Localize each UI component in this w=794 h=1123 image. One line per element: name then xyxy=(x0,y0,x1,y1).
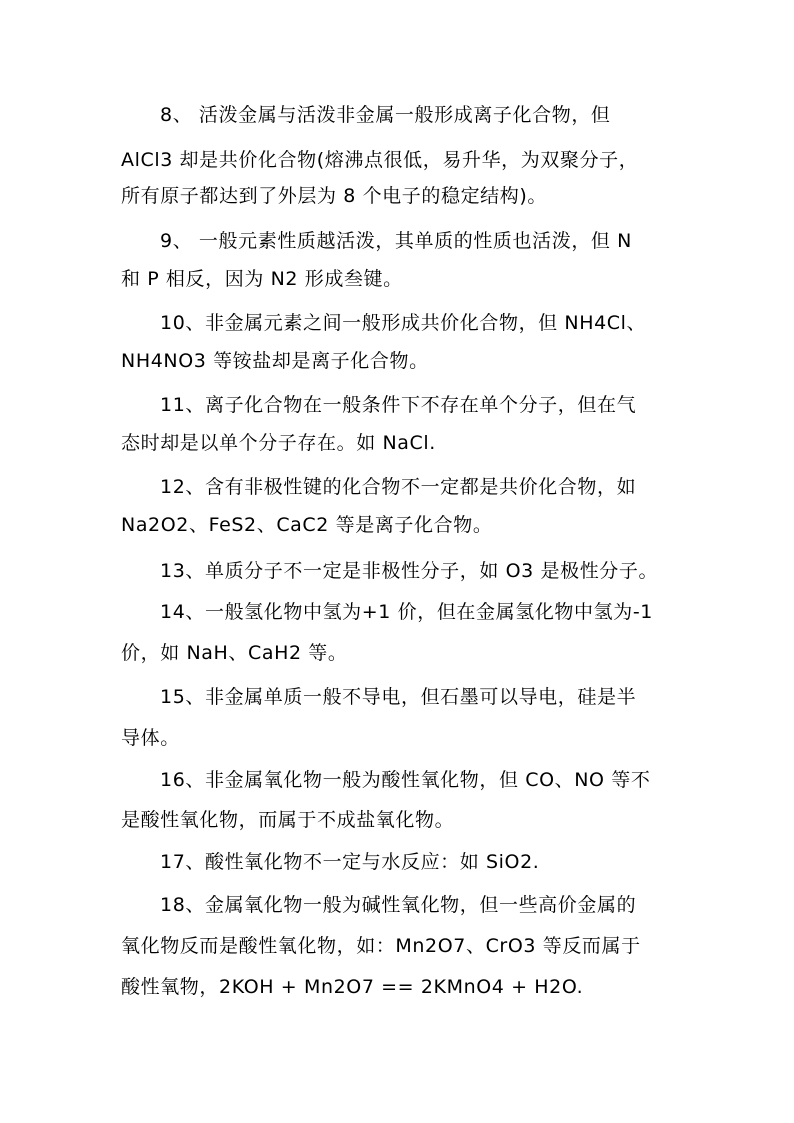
item-13-line-1: 13、单质分子不一定是非极性分子，如 O3 是极性分子。 xyxy=(160,560,659,582)
item-14-line-1: 14、一般氢化物中氢为+1 价，但在金属氢化物中氢为-1 xyxy=(160,601,653,623)
item-12-line-2: Na2O2、FeS2、CaC2 等是离子化合物。 xyxy=(121,514,493,536)
item-9-line-1: 9、 一般元素性质越活泼，其单质的性质也活泼，但 N xyxy=(160,230,632,252)
item-10-line-2: NH4NO3 等铵盐却是离子化合物。 xyxy=(121,350,429,372)
item-15-line-1: 15、非金属单质一般不导电，但石墨可以导电，硅是半 xyxy=(160,686,637,708)
item-18-line-3: 酸性氧物，2KOH + Mn2O7 == 2KMnO4 + H2O. xyxy=(121,976,584,998)
item-14-line-2: 价，如 NaH、CaH2 等。 xyxy=(121,642,348,664)
item-9-line-2: 和 P 相反，因为 N2 形成叁键。 xyxy=(121,268,403,290)
item-16-line-1: 16、非金属氧化物一般为酸性氧化物，但 CO、NO 等不 xyxy=(160,769,651,791)
item-16-line-2: 是酸性氧化物，而属于不成盐氧化物。 xyxy=(121,809,455,831)
item-17-line-1: 17、酸性氧化物不一定与水反应：如 SiO2. xyxy=(160,851,540,873)
item-18-line-1: 18、金属氧化物一般为碱性氧化物，但一些高价金属的 xyxy=(160,894,637,916)
item-15-line-2: 导体。 xyxy=(121,727,180,749)
item-11-line-2: 态时却是以单个分子存在。如 NaCl. xyxy=(121,432,436,454)
item-10-line-1: 10、非金属元素之间一般形成共价化合物，但 NH4Cl、 xyxy=(160,312,647,334)
item-18-line-2: 氧化物反而是酸性氧化物，如：Mn2O7、CrO3 等反而属于 xyxy=(121,935,641,957)
item-12-line-1: 12、含有非极性键的化合物不一定都是共价化合物，如 xyxy=(160,476,637,498)
item-8-line-1: 8、 活泼金属与活泼非金属一般形成离子化合物，但 xyxy=(160,104,611,126)
item-8-line-3: 所有原子都达到了外层为 8 个电子的稳定结构)。 xyxy=(121,185,547,207)
item-11-line-1: 11、离子化合物在一般条件下不存在单个分子，但在气 xyxy=(160,394,637,416)
item-8-line-2: AlCl3 却是共价化合物(熔沸点很低，易升华，为双聚分子， xyxy=(121,149,639,171)
